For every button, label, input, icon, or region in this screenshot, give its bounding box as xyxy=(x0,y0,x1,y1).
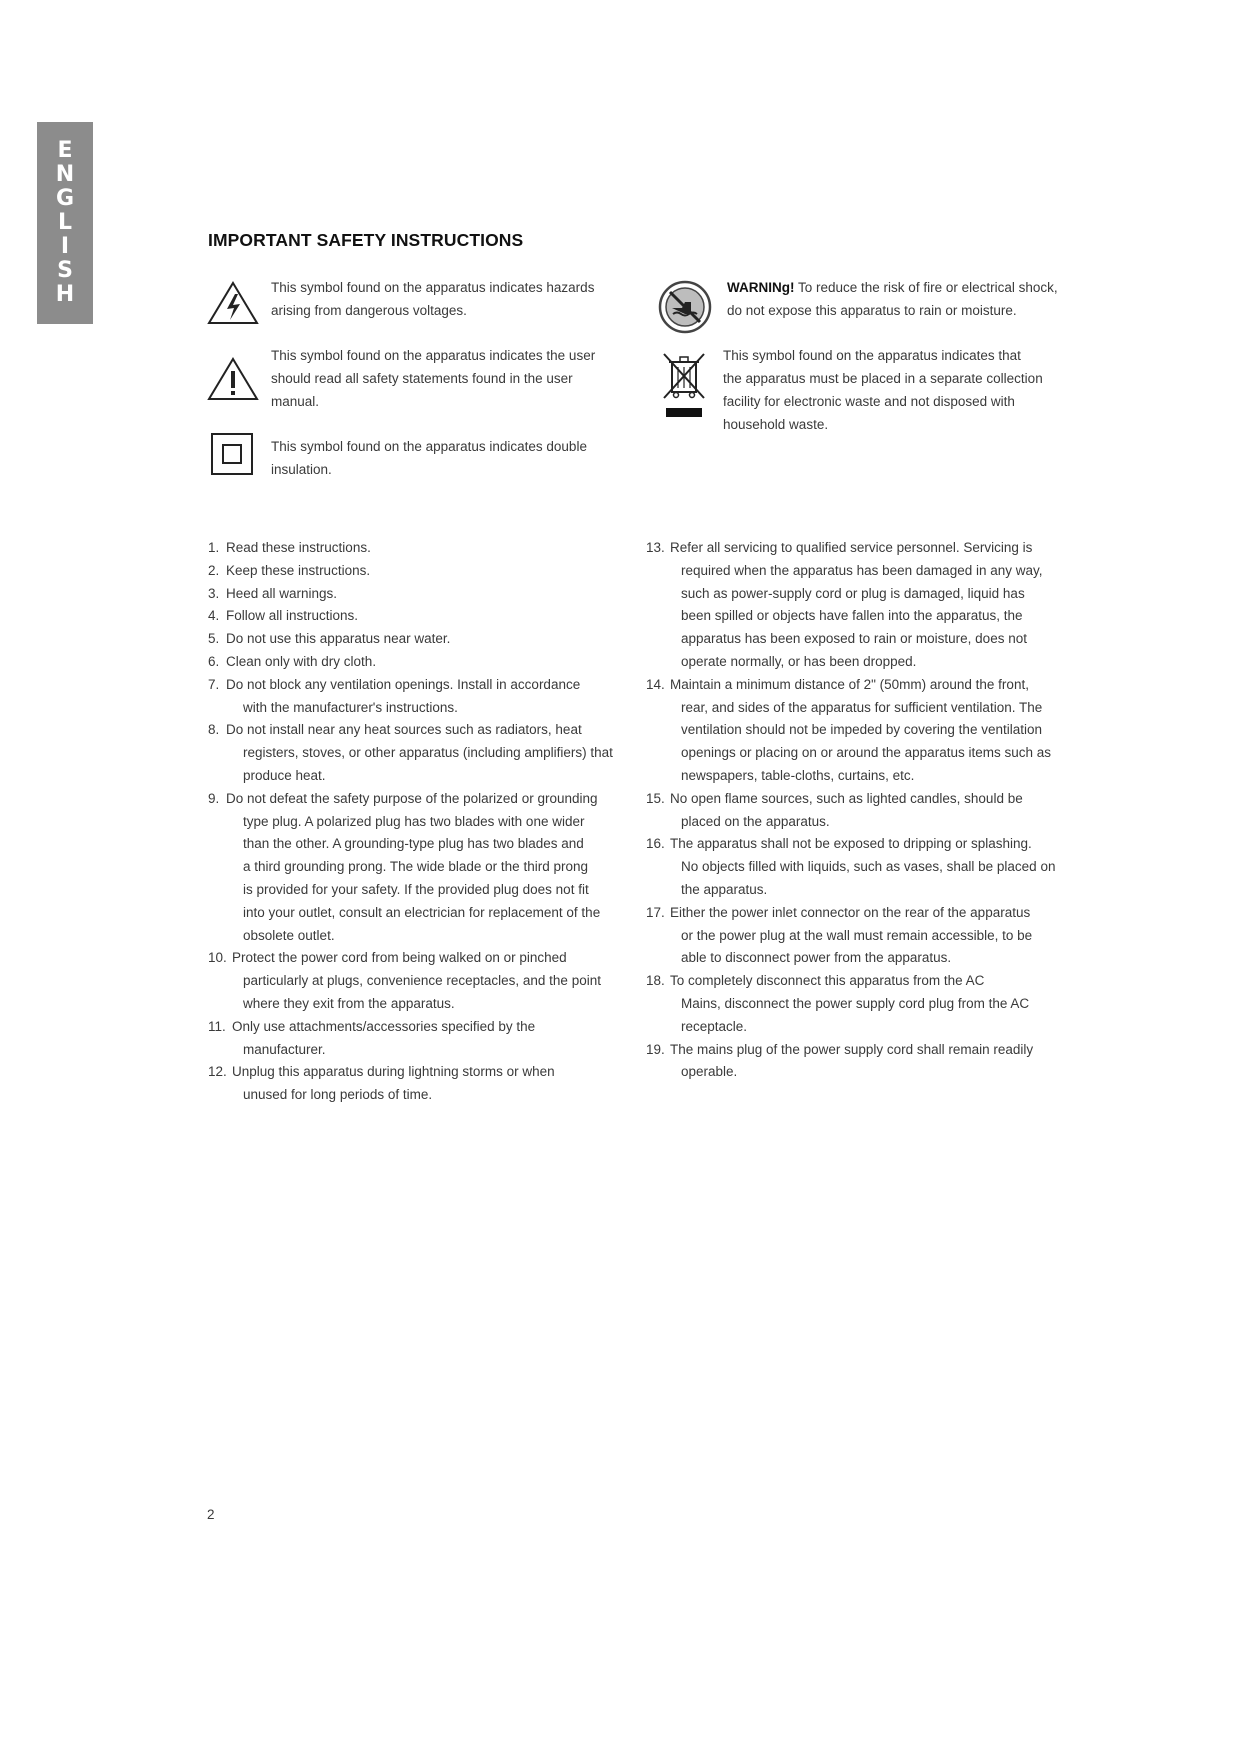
instruction-line: Do not use this apparatus near water. xyxy=(226,631,451,647)
instruction-line: a third grounding prong. The wide blade or the third prong xyxy=(243,859,588,875)
instruction-item xyxy=(646,970,1071,1038)
instruction-line: Keep these instructions. xyxy=(226,562,371,578)
instruction-line: the apparatus. xyxy=(681,881,768,897)
instruction-line: Either the power inlet connector on the rear of the apparatus xyxy=(670,904,1031,920)
instruction-line: Follow all instructions. xyxy=(226,608,359,624)
instruction-item xyxy=(208,719,618,787)
double-insulation-icon xyxy=(210,432,254,476)
instruction-line: able to disconnect power from the apparatus. xyxy=(681,950,952,966)
instruction-line: produce heat. xyxy=(243,767,326,783)
instruction-item xyxy=(646,674,1071,788)
instruction-number: 18. xyxy=(646,973,665,989)
instruction-line: Read these instructions. xyxy=(226,540,371,555)
instruction-item xyxy=(646,788,1071,834)
instruction-line: No open flame sources, such as lighted candles, should be xyxy=(670,790,1023,806)
instruction-number: 2. xyxy=(208,562,220,578)
instruction-line: To completely disconnect this apparatus from the AC xyxy=(670,973,985,989)
instruction-line: such as power-supply cord or plug is damaged, liquid has xyxy=(681,585,1025,601)
instruction-item xyxy=(646,537,1071,674)
attention-symbol-description: This symbol found on the apparatus indicates the user should read all safety statements found in the user manual. xyxy=(271,348,596,409)
instruction-number: 8. xyxy=(208,722,220,738)
instruction-line: newspapers, table-cloths, curtains, etc. xyxy=(681,767,915,783)
instruction-number: 14. xyxy=(646,676,665,692)
instruction-line: particularly at plugs, convenience receptacles, and the point xyxy=(243,973,601,989)
language-letter: G xyxy=(55,186,75,211)
instruction-item xyxy=(646,902,1071,970)
no-water-icon xyxy=(658,280,712,334)
instruction-line: rear, and sides of the apparatus for sufficient ventilation. The xyxy=(681,699,1043,715)
instruction-line: Maintain a minimum distance of 2" (50mm) around the front, xyxy=(670,676,1029,692)
instruction-number: 1. xyxy=(208,540,220,555)
instruction-item xyxy=(208,651,618,674)
instruction-number: 13. xyxy=(646,540,665,555)
exclamation-triangle-icon xyxy=(207,356,259,402)
language-letter: I xyxy=(60,234,70,259)
instruction-line: openings or placing on or around the apparatus items such as xyxy=(681,745,1051,761)
instruction-line: ventilation should not be impeded by covering the ventilation xyxy=(681,722,1042,738)
instruction-item xyxy=(208,674,618,720)
instruction-item xyxy=(208,1061,618,1107)
instruction-number: 9. xyxy=(208,790,220,806)
instruction-line: Heed all warnings. xyxy=(226,585,338,601)
instruction-number: 10. xyxy=(208,950,227,966)
instruction-line: placed on the apparatus. xyxy=(681,813,830,829)
instruction-line: where they exit from the apparatus. xyxy=(243,995,455,1011)
page-title: IMPORTANT SAFETY INSTRUCTIONS xyxy=(208,230,524,250)
language-letter: L xyxy=(57,210,73,235)
instruction-line: Protect the power cord from being walked on or pinched xyxy=(232,950,567,966)
instruction-line: manufacturer. xyxy=(243,1041,326,1057)
page-number: 2 xyxy=(207,1507,215,1522)
language-tab xyxy=(37,122,93,324)
instruction-line: Unplug this apparatus during lightning storms or when xyxy=(232,1064,555,1080)
instructions-list-right xyxy=(646,537,1071,1084)
instruction-number: 6. xyxy=(208,653,220,669)
instruction-line: type plug. A polarized plug has two blades with one wider xyxy=(243,813,585,829)
instruction-item xyxy=(208,560,618,583)
instruction-line: than the other. A grounding-type plug has two blades and xyxy=(243,836,584,852)
instruction-line: The mains plug of the power supply cord shall remain readily xyxy=(670,1041,1034,1057)
instruction-line: obsolete outlet. xyxy=(243,927,335,943)
language-letter: H xyxy=(55,282,75,307)
instruction-line: or the power plug at the wall must remain accessible, to be xyxy=(681,927,1033,943)
instruction-item xyxy=(208,537,618,560)
instruction-number: 11. xyxy=(208,1018,226,1034)
language-letter: N xyxy=(55,162,75,187)
instruction-line: with the manufacturer's instructions. xyxy=(243,699,458,715)
instruction-line: The apparatus shall not be exposed to dripping or splashing. xyxy=(670,836,1032,852)
instruction-number: 19. xyxy=(646,1041,665,1057)
instruction-line: operate normally, or has been dropped. xyxy=(681,653,917,669)
lightning-triangle-icon xyxy=(207,280,259,326)
warning-description: WARNINg! To reduce the risk of fire or electrical shock, do not expose this apparatus to rain or moisture. xyxy=(727,280,1058,318)
instruction-number: 7. xyxy=(208,676,220,692)
instruction-number: 17. xyxy=(646,904,665,920)
crossed-bin-icon xyxy=(660,352,708,420)
instruction-line: receptacle. xyxy=(681,1018,748,1034)
instruction-item xyxy=(646,833,1071,901)
instruction-line: required when the apparatus has been damaged in any way, xyxy=(681,562,1043,578)
instruction-number: 5. xyxy=(208,631,220,647)
language-letter: S xyxy=(57,258,73,283)
instruction-number: 3. xyxy=(208,585,220,601)
instruction-line: Do not defeat the safety purpose of the polarized or grounding xyxy=(226,790,598,806)
instructions-list-left xyxy=(208,537,618,1107)
instruction-line: Mains, disconnect the power supply cord plug from the AC xyxy=(681,995,1030,1011)
instruction-line: Clean only with dry cloth. xyxy=(226,653,377,669)
instruction-item xyxy=(208,788,618,948)
language-letter: E xyxy=(57,138,73,163)
instruction-number: 16. xyxy=(646,836,665,852)
instruction-line: registers, stoves, or other apparatus (including amplifiers) that xyxy=(243,745,613,761)
instruction-line: is provided for your safety. If the provided plug does not fit xyxy=(243,881,589,897)
instruction-line: Do not block any ventilation openings. Install in accordance xyxy=(226,676,581,692)
instruction-number: 4. xyxy=(208,608,220,624)
instruction-item xyxy=(208,605,618,628)
instruction-number: 12. xyxy=(208,1064,227,1080)
instruction-line: Refer all servicing to qualified service personnel. Servicing is xyxy=(670,540,1033,555)
weee-symbol-description: This symbol found on the apparatus indicates that the apparatus must be placed in a separate collection facility for electronic waste and not disposed with household waste. xyxy=(723,348,1043,432)
instruction-line: Only use attachments/accessories specified by the xyxy=(232,1018,536,1034)
instruction-line: been spilled or objects have fallen into the apparatus, the xyxy=(681,608,1023,624)
instruction-number: 15. xyxy=(646,790,665,806)
instruction-line: operable. xyxy=(681,1064,738,1080)
insulation-symbol-description: This symbol found on the apparatus indicates double insulation. xyxy=(271,439,587,477)
instruction-item xyxy=(208,947,618,1015)
instruction-line: Do not install near any heat sources such as radiators, heat xyxy=(226,722,582,738)
instruction-item xyxy=(208,583,618,606)
instruction-line: apparatus has been exposed to rain or moisture, does not xyxy=(681,631,1027,647)
voltage-symbol-description: This symbol found on the apparatus indicates hazards arising from dangerous voltages. xyxy=(271,280,595,318)
instruction-item xyxy=(208,628,618,651)
instruction-line: into your outlet, consult an electrician for replacement of the xyxy=(243,904,601,920)
instruction-line: No objects filled with liquids, such as vases, shall be placed on xyxy=(681,859,1056,875)
instruction-line: unused for long periods of time. xyxy=(243,1087,433,1103)
instruction-item xyxy=(208,1016,618,1062)
instruction-item xyxy=(646,1039,1071,1085)
